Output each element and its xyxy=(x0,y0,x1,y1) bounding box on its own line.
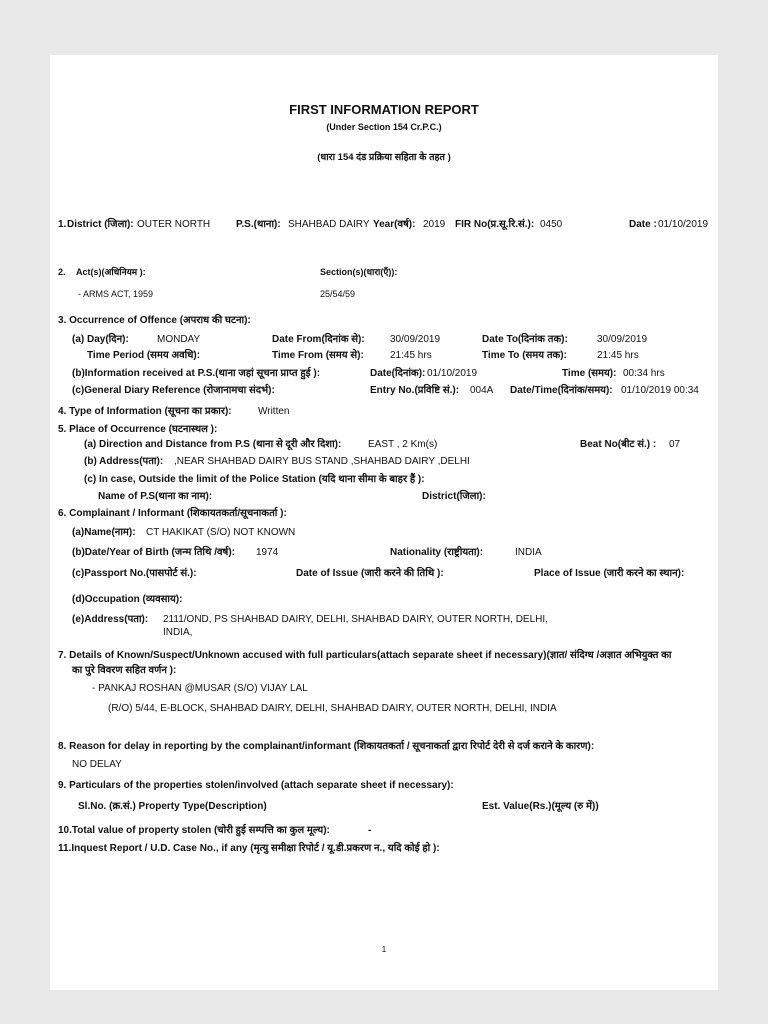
accused-address: (R/O) 5/44, E-BLOCK, SHAHBAD DAIRY, DELHI, SHAHBAD DAIRY, OUTER NORTH, DELHI, INDIA xyxy=(108,703,557,714)
direction-label: (a) Direction and Distance from P.S (थाना से दूरी और दिशा): xyxy=(84,439,342,450)
info-time-label: Time (समय): xyxy=(562,368,617,379)
total-value-value: - xyxy=(368,825,372,836)
address-value: ,NEAR SHAHBAD DAIRY BUS STAND ,SHAHBAD DAIRY ,DELHI xyxy=(174,456,470,467)
ps-value: SHAHBAD DAIRY xyxy=(288,219,370,230)
page-number: 1 xyxy=(381,945,387,954)
complainant-heading: 6. Complainant / Informant (शिकायतकर्ता/सूचनाकर्ता ): xyxy=(58,508,287,519)
time-to-value: 21:45 hrs xyxy=(597,350,639,361)
place-heading: 5. Place of Occurrence (घटनास्थल ): xyxy=(58,424,218,435)
info-received-label: (b)Information received at P.S.(थाना जहां सूचना प्राप्त हुई ): xyxy=(72,368,321,379)
accused-heading-cont: का पुरे विवरण सहित वर्णन ): xyxy=(72,665,177,676)
address-label: (b) Address(पता): xyxy=(84,456,164,467)
info-type-label: 4. Type of Information (सूचना का प्रकार): xyxy=(58,406,232,417)
beat-value: 07 xyxy=(669,439,681,450)
dob-value: 1974 xyxy=(256,547,279,558)
complainant-address-line2: INDIA, xyxy=(163,627,193,638)
fir-label: FIR No(प्र.सू.रि.सं.): xyxy=(455,219,535,230)
occurrence-heading: 3. Occurrence of Offence (अपराध की घटना): xyxy=(58,315,251,326)
datetime-label: Date/Time(दिनांक/समय): xyxy=(510,385,613,396)
act-value: - ARMS ACT, 1959 xyxy=(78,289,154,299)
outside-district-label: District(जिला): xyxy=(422,491,486,502)
accused-name: - PANKAJ ROSHAN @MUSAR (S/O) VIJAY LAL xyxy=(92,683,308,694)
acts-label: Act(s)(अधिनियम ): xyxy=(76,267,146,277)
date-to-value: 30/09/2019 xyxy=(597,334,648,345)
complainant-address-label: (e)Address(पता): xyxy=(72,614,149,625)
date-label: Date : xyxy=(629,219,657,230)
info-date-value: 01/10/2019 xyxy=(427,368,478,379)
district-label: District (जिला): xyxy=(67,219,134,230)
accused-heading: 7. Details of Known/Suspect/Unknown accused with full particulars(attach separate sheet if necessary)(ज्ञात/ संदिग्ध /अज्ञात अभियुक्त का xyxy=(58,650,672,661)
delay-reason-value: NO DELAY xyxy=(72,759,122,770)
section-number-1: 1. xyxy=(58,219,67,230)
complainant-name-label: (a)Name(नाम): xyxy=(72,527,136,538)
time-to-label: Time To (समय तक): xyxy=(482,350,567,361)
outside-limit-label: (c) In case, Outside the limit of the Police Station (यदि थाना सीमा के बाहर हैं ): xyxy=(84,474,425,485)
entry-no-value: 004A xyxy=(470,385,494,396)
section-number-2: 2. xyxy=(58,267,66,277)
property-table-col-description: Sl.No. (क्र.सं.) Property Type(Description) xyxy=(78,801,267,812)
complainant-name-value: CT HAKIKAT (S/O) NOT KNOWN xyxy=(146,527,296,538)
section-value: 25/54/59 xyxy=(320,289,356,299)
complainant-address-line1: 2111/OND, PS SHAHBAD DAIRY, DELHI, SHAHBAD DAIRY, OUTER NORTH, DELHI, xyxy=(163,614,548,625)
inquest-report-label: 11.Inquest Report / U.D. Case No., if any (मृत्यु समीक्षा रिपोर्ट / यू.डी.प्रकरण न., यदि कोई हो ): xyxy=(58,843,440,854)
ps-label: P.S.(थाना): xyxy=(236,219,281,230)
beat-label: Beat No(बीट सं.) : xyxy=(580,439,657,450)
delay-reason-heading: 8. Reason for delay in reporting by the complainant/informant (शिकायतकर्ता / सूचनाकर्ता द्वारा रिपोर्ट देरी से दर्ज कराने के कारण): xyxy=(58,741,595,752)
sections-label: Section(s)(धारा(एँ)): xyxy=(320,267,398,277)
passport-label: (c)Passport No.(पासपोर्ट सं.): xyxy=(72,568,197,579)
datetime-value: 01/10/2019 00:34 xyxy=(621,385,699,396)
ps-name-label: Name of P.S(थाना का नाम): xyxy=(98,491,213,502)
info-date-label: Date(दिनांक): xyxy=(370,368,426,379)
info-type-value: Written xyxy=(258,406,290,417)
gd-reference-label: (c)General Diary Reference (रोजानामचा संदर्भ): xyxy=(72,385,275,396)
report-hindi-subtitle: (धारा 154 दंड प्रक्रिया सहिता के तहत ) xyxy=(317,152,451,163)
info-time-value: 00:34 hrs xyxy=(623,368,665,379)
property-table-col-value: Est. Value(Rs.)(मूल्य (रु में)) xyxy=(482,801,599,812)
year-value: 2019 xyxy=(423,219,446,230)
report-subtitle: (Under Section 154 Cr.P.C.) xyxy=(326,122,442,132)
nationality-value: INDIA xyxy=(515,547,542,558)
date-from-value: 30/09/2019 xyxy=(390,334,441,345)
nationality-label: Nationality (राष्ट्रीयता): xyxy=(390,547,484,558)
year-label: Year(वर्ष): xyxy=(373,219,416,230)
issue-place-label: Place of Issue (जारी करने का स्थान): xyxy=(534,568,685,579)
fir-value: 0450 xyxy=(540,219,563,230)
report-title: FIRST INFORMATION REPORT xyxy=(289,102,479,117)
dob-label: (b)Date/Year of Birth (जन्म तिथि /वर्ष): xyxy=(72,547,235,558)
date-to-label: Date To(दिनांक तक): xyxy=(482,334,568,345)
day-value: MONDAY xyxy=(157,334,201,345)
district-value: OUTER NORTH xyxy=(137,219,211,230)
date-value: 01/10/2019 xyxy=(658,219,709,230)
date-from-label: Date From(दिनांक से): xyxy=(272,334,365,345)
properties-heading: 9. Particulars of the properties stolen/involved (attach separate sheet if necessary): xyxy=(58,780,454,791)
total-value-label: 10.Total value of property stolen (चोरी हुई सम्पत्ति का कुल मूल्य): xyxy=(58,825,330,836)
day-label: (a) Day(दिन): xyxy=(72,334,129,345)
time-period-label: Time Period (समय अवधि): xyxy=(87,350,201,361)
time-from-value: 21:45 hrs xyxy=(390,350,432,361)
issue-date-label: Date of Issue (जारी करने की तिथि ): xyxy=(296,568,444,579)
occupation-label: (d)Occupation (व्यवसाय): xyxy=(72,594,183,605)
entry-no-label: Entry No.(प्रविष्टि सं.): xyxy=(370,385,460,396)
direction-value: EAST , 2 Km(s) xyxy=(368,439,438,450)
time-from-label: Time From (समय से): xyxy=(272,350,364,361)
